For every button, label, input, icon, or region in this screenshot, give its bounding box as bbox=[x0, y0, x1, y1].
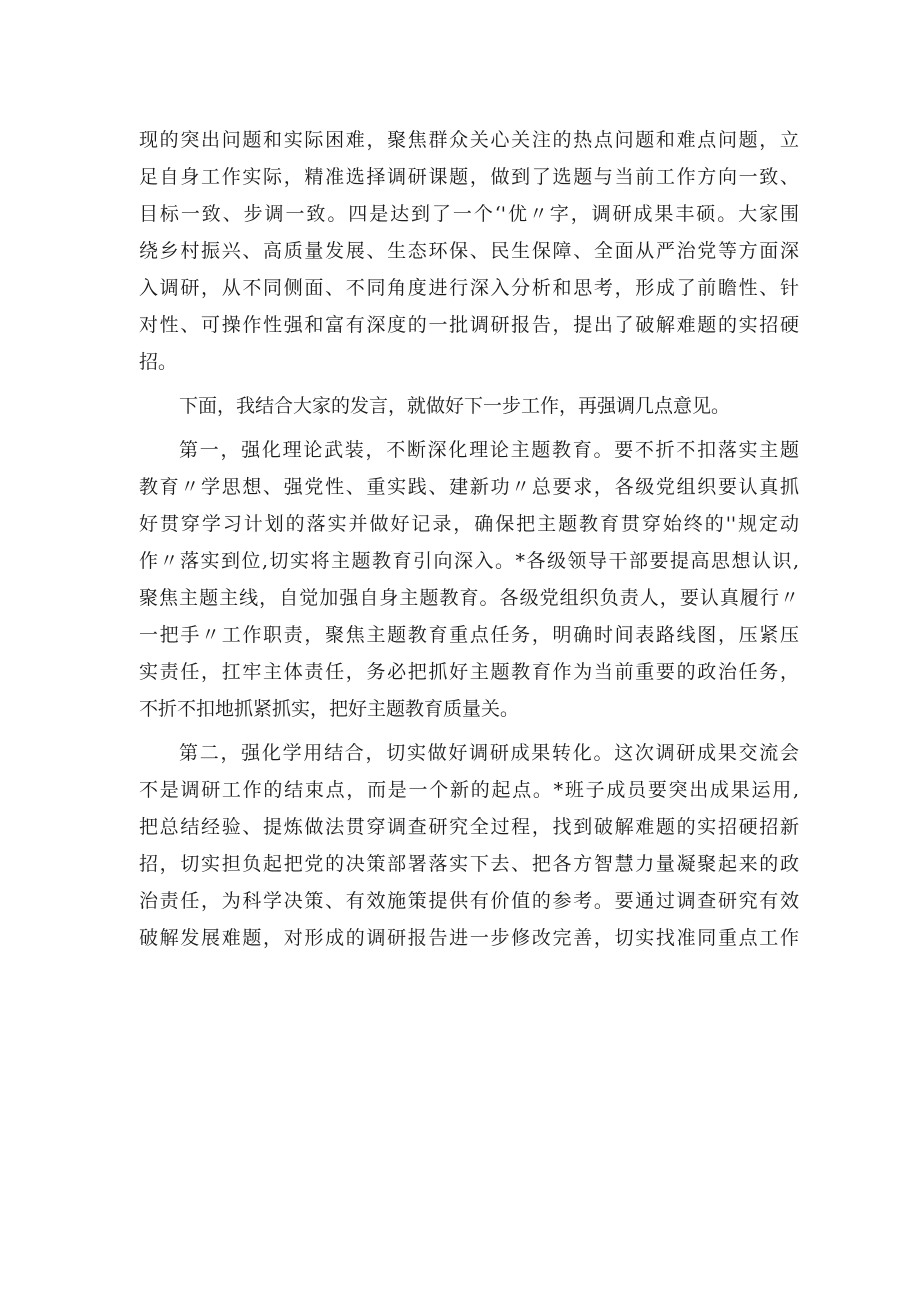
text-line: 作〃落实到位,切实将主题教育引向深入。*各级领导干部要提高思想认识, bbox=[139, 550, 799, 572]
text-line: 好贯穿学习计划的落实并做好记录，确保把主题教育贯穿始终的''规定动 bbox=[139, 513, 799, 535]
text-line: 教育〃学思想、强党性、重实践、建新功〃总要求，各级党组织要认真抓 bbox=[139, 476, 799, 498]
text-line: 绕乡村振兴、高质量发展、生态环保、民生保障、全面从严治党等方面深 bbox=[139, 240, 799, 262]
text-line: 第二，强化学用结合，切实做好调研成果转化。这次调研成果交流会 bbox=[179, 742, 799, 764]
text-line: 招。 bbox=[139, 351, 178, 373]
paragraph-2 bbox=[139, 388, 799, 425]
text-line: 破解发展难题，对形成的调研报告进一步修改完善，切实找准同重点工作 bbox=[139, 927, 799, 949]
paragraph-gap bbox=[139, 381, 799, 388]
text-line: 现的突出问题和实际困难，聚焦群众关心关注的热点问题和难点问题，立 bbox=[139, 129, 799, 151]
text-line: 足自身工作实际，精准选择调研课题，做到了选题与当前工作方向一致、 bbox=[139, 166, 799, 188]
text-line: 实责任，扛牢主体责任，务必把抓好主题教育作为当前重要的政治任务， bbox=[139, 661, 799, 683]
text-line: 下面，我结合大家的发言，就做好下一步工作，再强调几点意见。 bbox=[179, 395, 731, 417]
paragraph-4 bbox=[139, 735, 799, 957]
text-line: 对性、可操作性强和富有深度的一批调研报告，提出了破解难题的实招硬 bbox=[139, 314, 799, 336]
text-line: 一把手〃工作职责，聚焦主题教育重点任务，明确时间表路线图，压紧压 bbox=[139, 624, 799, 646]
text-line: 目标一致、步调一致。四是达到了一个‘'优〃字，调研成果丰硕。大家围 bbox=[139, 203, 799, 225]
text-line: 第一，强化理论武装，不断深化理论主题教育。要不折不扣落实主题 bbox=[179, 439, 799, 461]
document-body bbox=[139, 122, 799, 957]
paragraph-1 bbox=[139, 122, 799, 381]
text-line: 治责任，为科学决策、有效施策提供有价值的参考。要通过调查研究有效 bbox=[139, 890, 799, 912]
paragraph-3 bbox=[139, 432, 799, 728]
text-line: 招，切实担负起把党的决策部署落实下去、把各方智慧力量凝聚起来的政 bbox=[139, 853, 799, 875]
text-line: 把总结经验、提炼做法贯穿调查研究全过程，找到破解难题的实招硬招新 bbox=[139, 816, 799, 838]
text-line: 入调研，从不同侧面、不同角度进行深入分析和思考，形成了前瞻性、针 bbox=[139, 277, 799, 299]
text-line: 不是调研工作的结束点，而是一个新的起点。*班子成员要突出成果运用, bbox=[139, 779, 799, 801]
text-line: 不折不扣地抓紧抓实，把好主题教育质量关。 bbox=[139, 698, 520, 720]
paragraph-gap bbox=[139, 728, 799, 735]
text-line: 聚焦主题主线，自觉加强自身主题教育。各级党组织负责人，要认真履行〃 bbox=[139, 587, 799, 609]
paragraph-gap bbox=[139, 425, 799, 432]
